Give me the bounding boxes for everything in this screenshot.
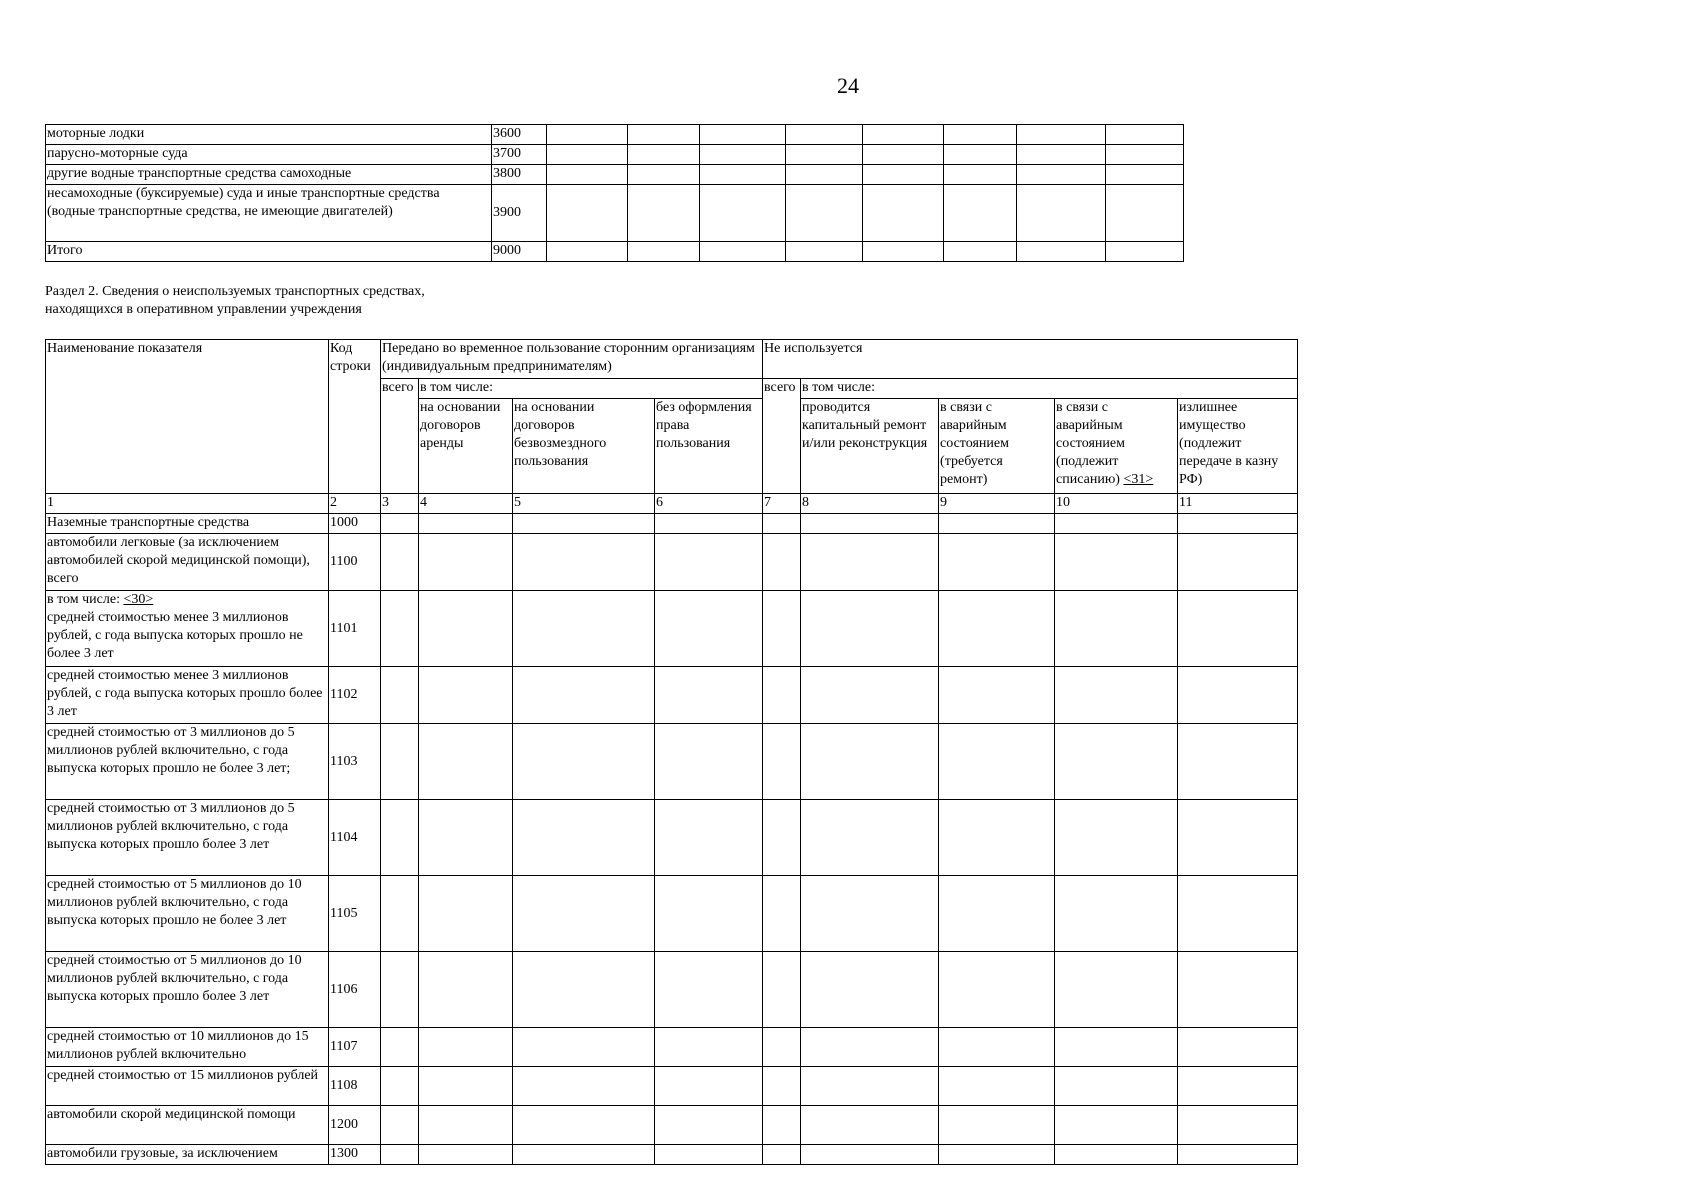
row-name: моторные лодки <box>46 125 492 145</box>
table-row <box>46 1145 1298 1165</box>
row-name-text: средней стоимостью менее 3 миллионов рублей, с года выпуска которых прошло не более 3 лет <box>47 610 303 661</box>
header-col-6: без оформления права пользования <box>655 399 763 494</box>
header-col-10-text: в связи с аварийным состоянием (подлежит списанию) <box>1056 400 1125 487</box>
unused-vehicles-table <box>45 339 1298 1165</box>
header-including-not-used: в том числе: <box>801 379 1298 399</box>
table-row <box>46 800 1298 876</box>
row-name <box>46 591 329 667</box>
row-code: 1200 <box>329 1106 381 1145</box>
col-number: 1 <box>46 494 329 514</box>
header-row <box>46 340 1298 379</box>
page-number: 24 <box>837 73 859 98</box>
row-code: 1105 <box>329 876 381 952</box>
row-name: средней стоимостью от 3 миллионов до 5 миллионов рублей включительно, с года выпуска которых прошло не более 3 лет; <box>46 724 329 800</box>
header-col-8: проводится капитальный ремонт и/или реконструкция <box>801 399 939 494</box>
table-row <box>46 514 1298 534</box>
header-name: Наименование показателя <box>46 340 329 494</box>
row-name: Итого <box>46 242 492 262</box>
row-name: средней стоимостью от 5 миллионов до 10 миллионов рублей включительно, с года выпуска которых прошло более 3 лет <box>46 952 329 1028</box>
col-number: 4 <box>419 494 513 514</box>
table-row <box>46 185 1184 242</box>
header-col-9: в связи с аварийным состоянием (требуется ремонт) <box>939 399 1055 494</box>
col-number: 11 <box>1178 494 1298 514</box>
table-row <box>46 145 1184 165</box>
row-code: 1106 <box>329 952 381 1028</box>
row-code: 1101 <box>329 591 381 667</box>
row-code: 1104 <box>329 800 381 876</box>
row-code: 9000 <box>492 242 547 262</box>
row-name: парусно-моторные суда <box>46 145 492 165</box>
row-code: 3600 <box>492 125 547 145</box>
row-name-prefix: в том числе: <box>47 592 124 607</box>
footnote-30-link[interactable]: <30> <box>123 592 154 607</box>
table-row <box>46 952 1298 1028</box>
table-row <box>46 1106 1298 1145</box>
footnote-31-link[interactable]: <31> <box>1123 472 1154 487</box>
table-row <box>46 1028 1298 1067</box>
col-number: 7 <box>763 494 801 514</box>
header-col-5: на основании договоров безвозмездного пользования <box>513 399 655 494</box>
col-number: 2 <box>329 494 381 514</box>
table-row <box>46 1067 1298 1106</box>
header-total-transferred: всего <box>381 379 419 494</box>
header-total-not-used: всего <box>763 379 801 494</box>
row-code: 1108 <box>329 1067 381 1106</box>
col-number: 8 <box>801 494 939 514</box>
row-name: средней стоимостью от 5 миллионов до 10 миллионов рублей включительно, с года выпуска которых прошло не более 3 лет <box>46 876 329 952</box>
table-row <box>46 534 1298 591</box>
row-name: автомобили скорой медицинской помощи <box>46 1106 329 1145</box>
col-number: 6 <box>655 494 763 514</box>
table-row <box>46 667 1298 724</box>
header-not-used: Не используется <box>763 340 1298 379</box>
row-name: несамоходные (буксируемые) суда и иные транспортные средства (водные транспортные средства, не имеющие двигателей) <box>46 185 492 242</box>
row-name: автомобили грузовые, за исключением <box>46 1145 329 1165</box>
row-name: средней стоимостью от 10 миллионов до 15 миллионов рублей включительно <box>46 1028 329 1067</box>
col-number: 5 <box>513 494 655 514</box>
table-row <box>46 724 1298 800</box>
water-transport-table <box>45 124 1184 262</box>
table-row <box>46 125 1184 145</box>
row-name: средней стоимостью от 3 миллионов до 5 миллионов рублей включительно, с года выпуска которых прошло более 3 лет <box>46 800 329 876</box>
row-name: средней стоимостью от 15 миллионов рублей <box>46 1067 329 1106</box>
col-number: 10 <box>1055 494 1178 514</box>
row-name: Наземные транспортные средства <box>46 514 329 534</box>
row-code: 1000 <box>329 514 381 534</box>
row-name: другие водные транспортные средства самоходные <box>46 165 492 185</box>
row-name: средней стоимостью менее 3 миллионов рублей, с года выпуска которых прошло более 3 лет <box>46 667 329 724</box>
table-row <box>46 242 1184 262</box>
row-code: 3900 <box>492 185 547 242</box>
row-code: 1103 <box>329 724 381 800</box>
header-transferred: Передано во временное пользование сторонним организациям (индивидуальным предпринимателям) <box>381 340 763 379</box>
section-title <box>45 283 645 319</box>
section-title-line-2: находящихся в оперативном управлении учреждения <box>45 302 362 317</box>
header-col-11: излишнее имущество (подлежит передаче в казну РФ) <box>1178 399 1298 494</box>
header-including-transferred: в том числе: <box>419 379 763 399</box>
row-code: 1107 <box>329 1028 381 1067</box>
row-code: 1102 <box>329 667 381 724</box>
column-numbers-row <box>46 494 1298 514</box>
col-number: 3 <box>381 494 419 514</box>
row-code: 3800 <box>492 165 547 185</box>
row-code: 3700 <box>492 145 547 165</box>
header-col-4: на основании договоров аренды <box>419 399 513 494</box>
row-code: 1300 <box>329 1145 381 1165</box>
col-number: 9 <box>939 494 1055 514</box>
row-name: автомобили легковые (за исключением автомобилей скорой медицинской помощи), всего <box>46 534 329 591</box>
row-code: 1100 <box>329 534 381 591</box>
table-row <box>46 591 1298 667</box>
table-row <box>46 876 1298 952</box>
header-col-10 <box>1055 399 1178 494</box>
section-title-line-1: Раздел 2. Сведения о неиспользуемых транспортных средствах, <box>45 284 425 299</box>
header-code: Код строки <box>329 340 381 494</box>
table-row <box>46 165 1184 185</box>
